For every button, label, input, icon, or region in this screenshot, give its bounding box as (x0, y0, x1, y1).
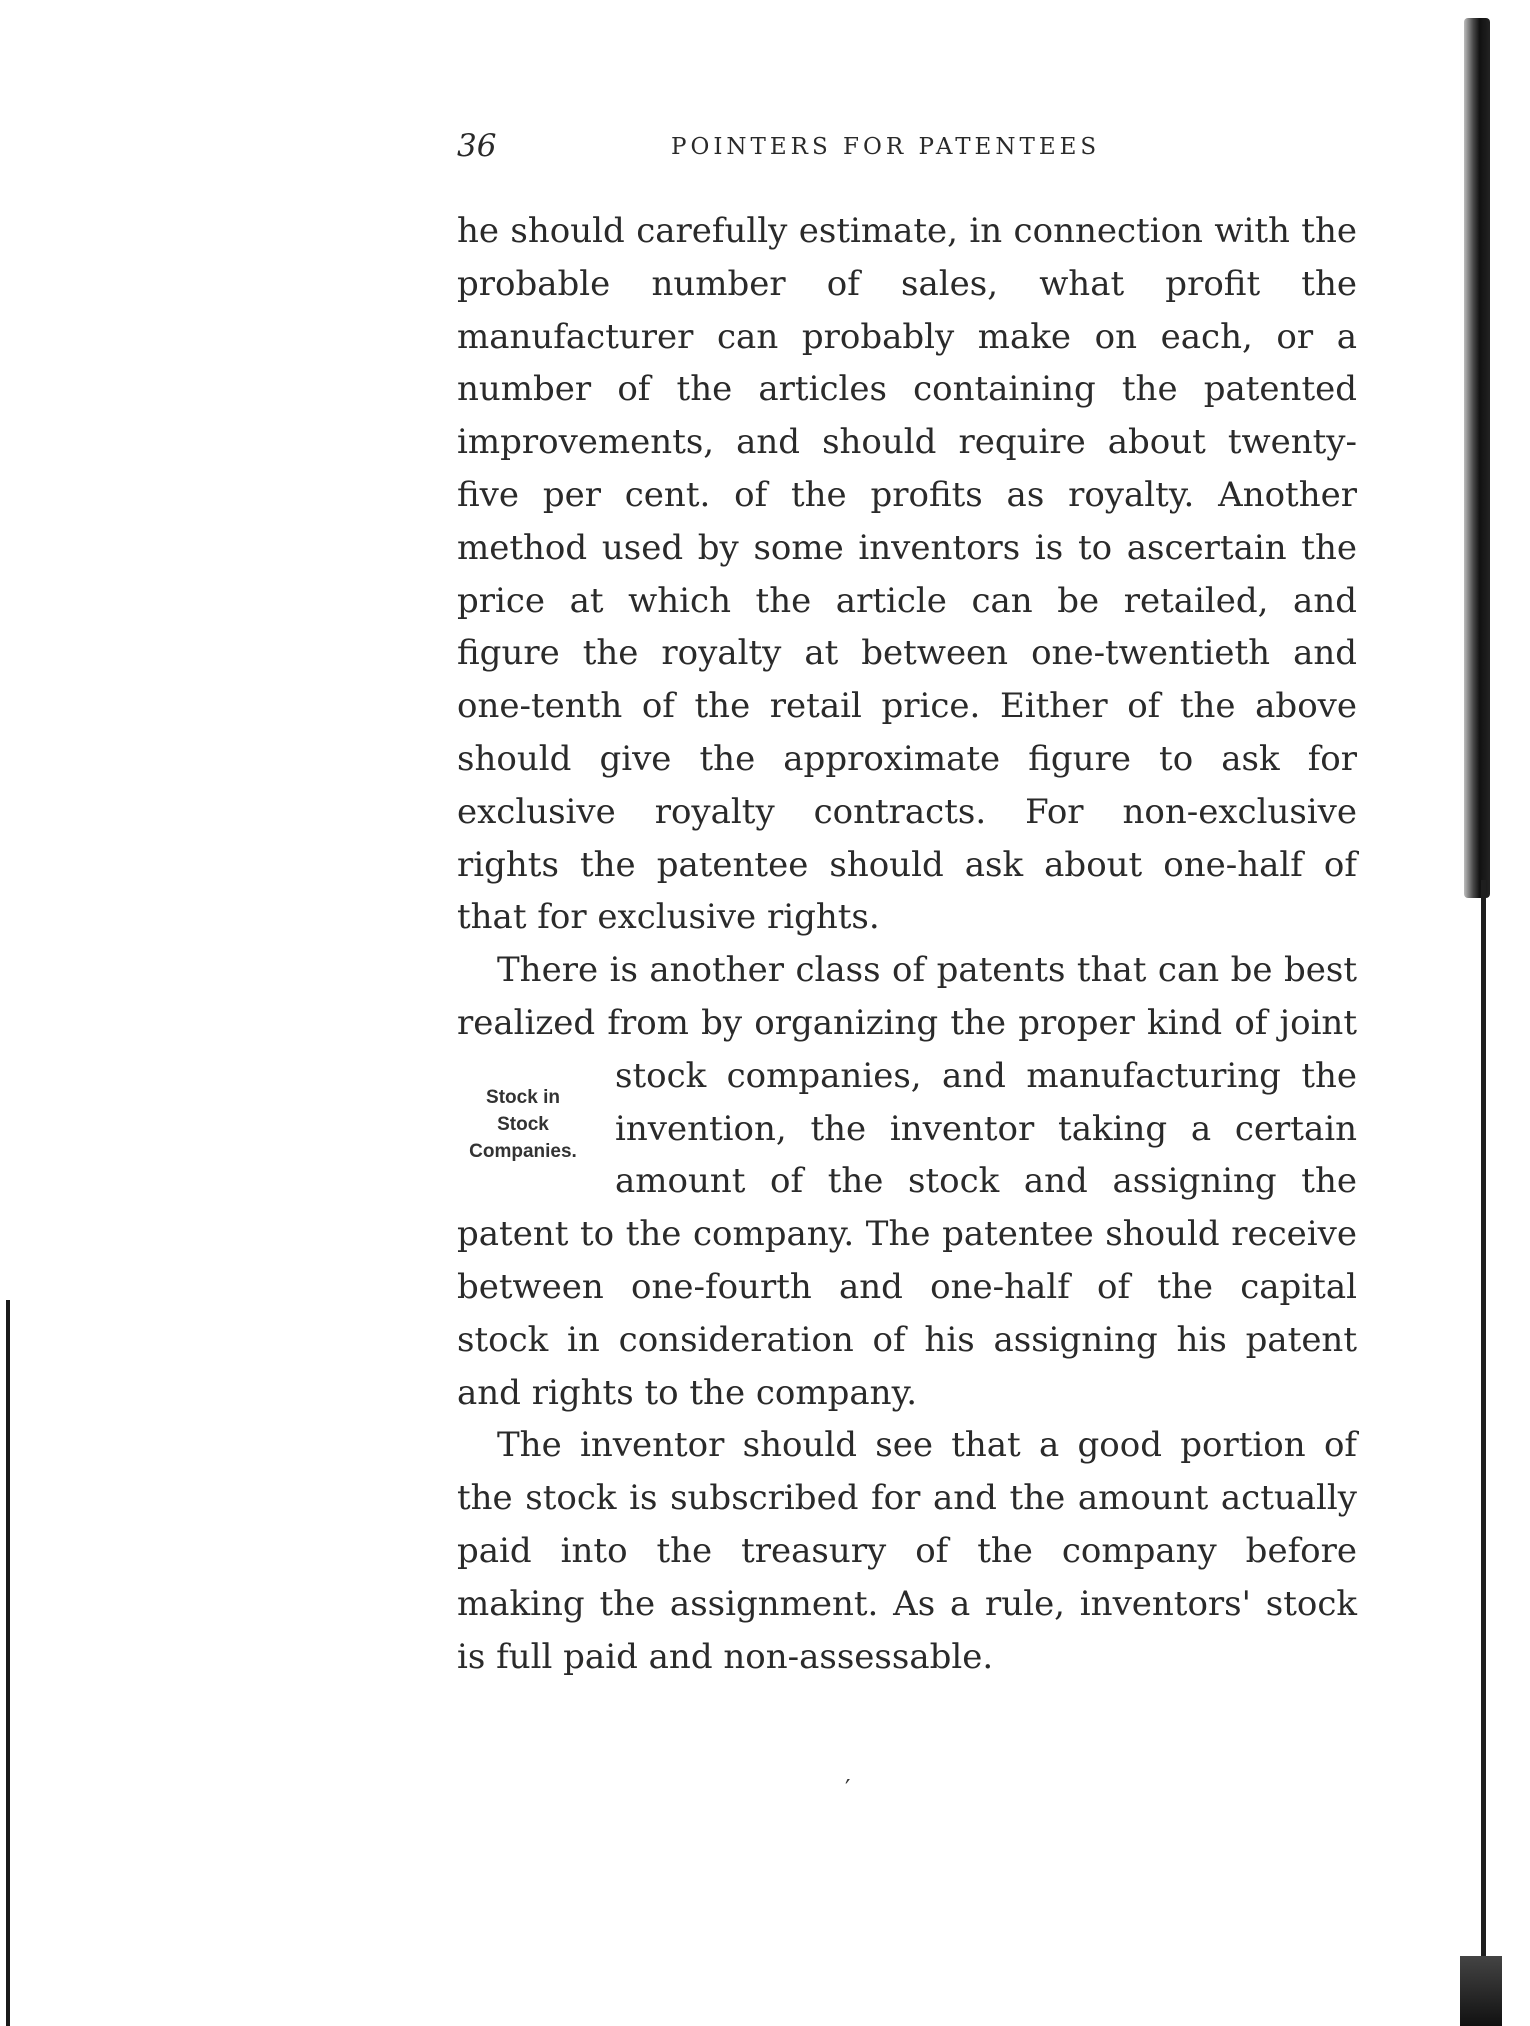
stray-mark: ′ (845, 1775, 851, 1803)
margin-note-line-2: Stock (497, 1113, 549, 1135)
paragraph-2-lead: There is another class of patents that can be best realized from by organizing the proper kind (457, 950, 1357, 1043)
paragraph-continued: he should carefully estimate, in connection with the probable number of sales, what profit the manufacturer can probably make on each, or a number of the articles containing the patented improvements, and should require about twenty-five per cent. of the profits as royalty. Another method used by some inventors is to ascertain the price at which the article can be retailed, and figure the royalty at between one-twentieth and one-tenth of the retail price. Either of the above should give the approximate figure to ask for exclusive royalty contracts. For non-exclusive rights the patentee should ask about one-half of that for exclusive rights. (457, 211, 1357, 938)
scan-edge-line-left (6, 1300, 10, 2026)
scan-binding-shadow-right (1464, 18, 1490, 898)
scan-binding-shadow-bottom (1460, 1956, 1502, 2026)
page-number: 36 (457, 128, 497, 164)
margin-note (437, 1084, 609, 1165)
paragraph-2-rest: of joint stock companies, and manufacturing the invention, the inventor taking a certain amount of the stock and assigning the patent to the company. The patentee should receive between one-fourth and one-half of the capital stock in consideration of his assigning his patent and rights to the company. (457, 1002, 1357, 1413)
paragraph-assignment: The inventor should see that a good portion of the stock is subscribed for and the amount actually paid into the treasury of the company before making the assignment. As a rule, inventors' stock is full paid and non-assessable. (457, 1425, 1357, 1677)
margin-note-line-1: Stock in (486, 1086, 560, 1108)
paragraph-stock-companies (457, 944, 1357, 1419)
page-header (457, 128, 1357, 178)
page-body (457, 205, 1357, 1683)
running-title: POINTERS FOR PATENTEES (671, 134, 1101, 160)
scan-edge-line-right (1481, 880, 1486, 2026)
margin-note-line-3: Companies. (469, 1140, 577, 1162)
